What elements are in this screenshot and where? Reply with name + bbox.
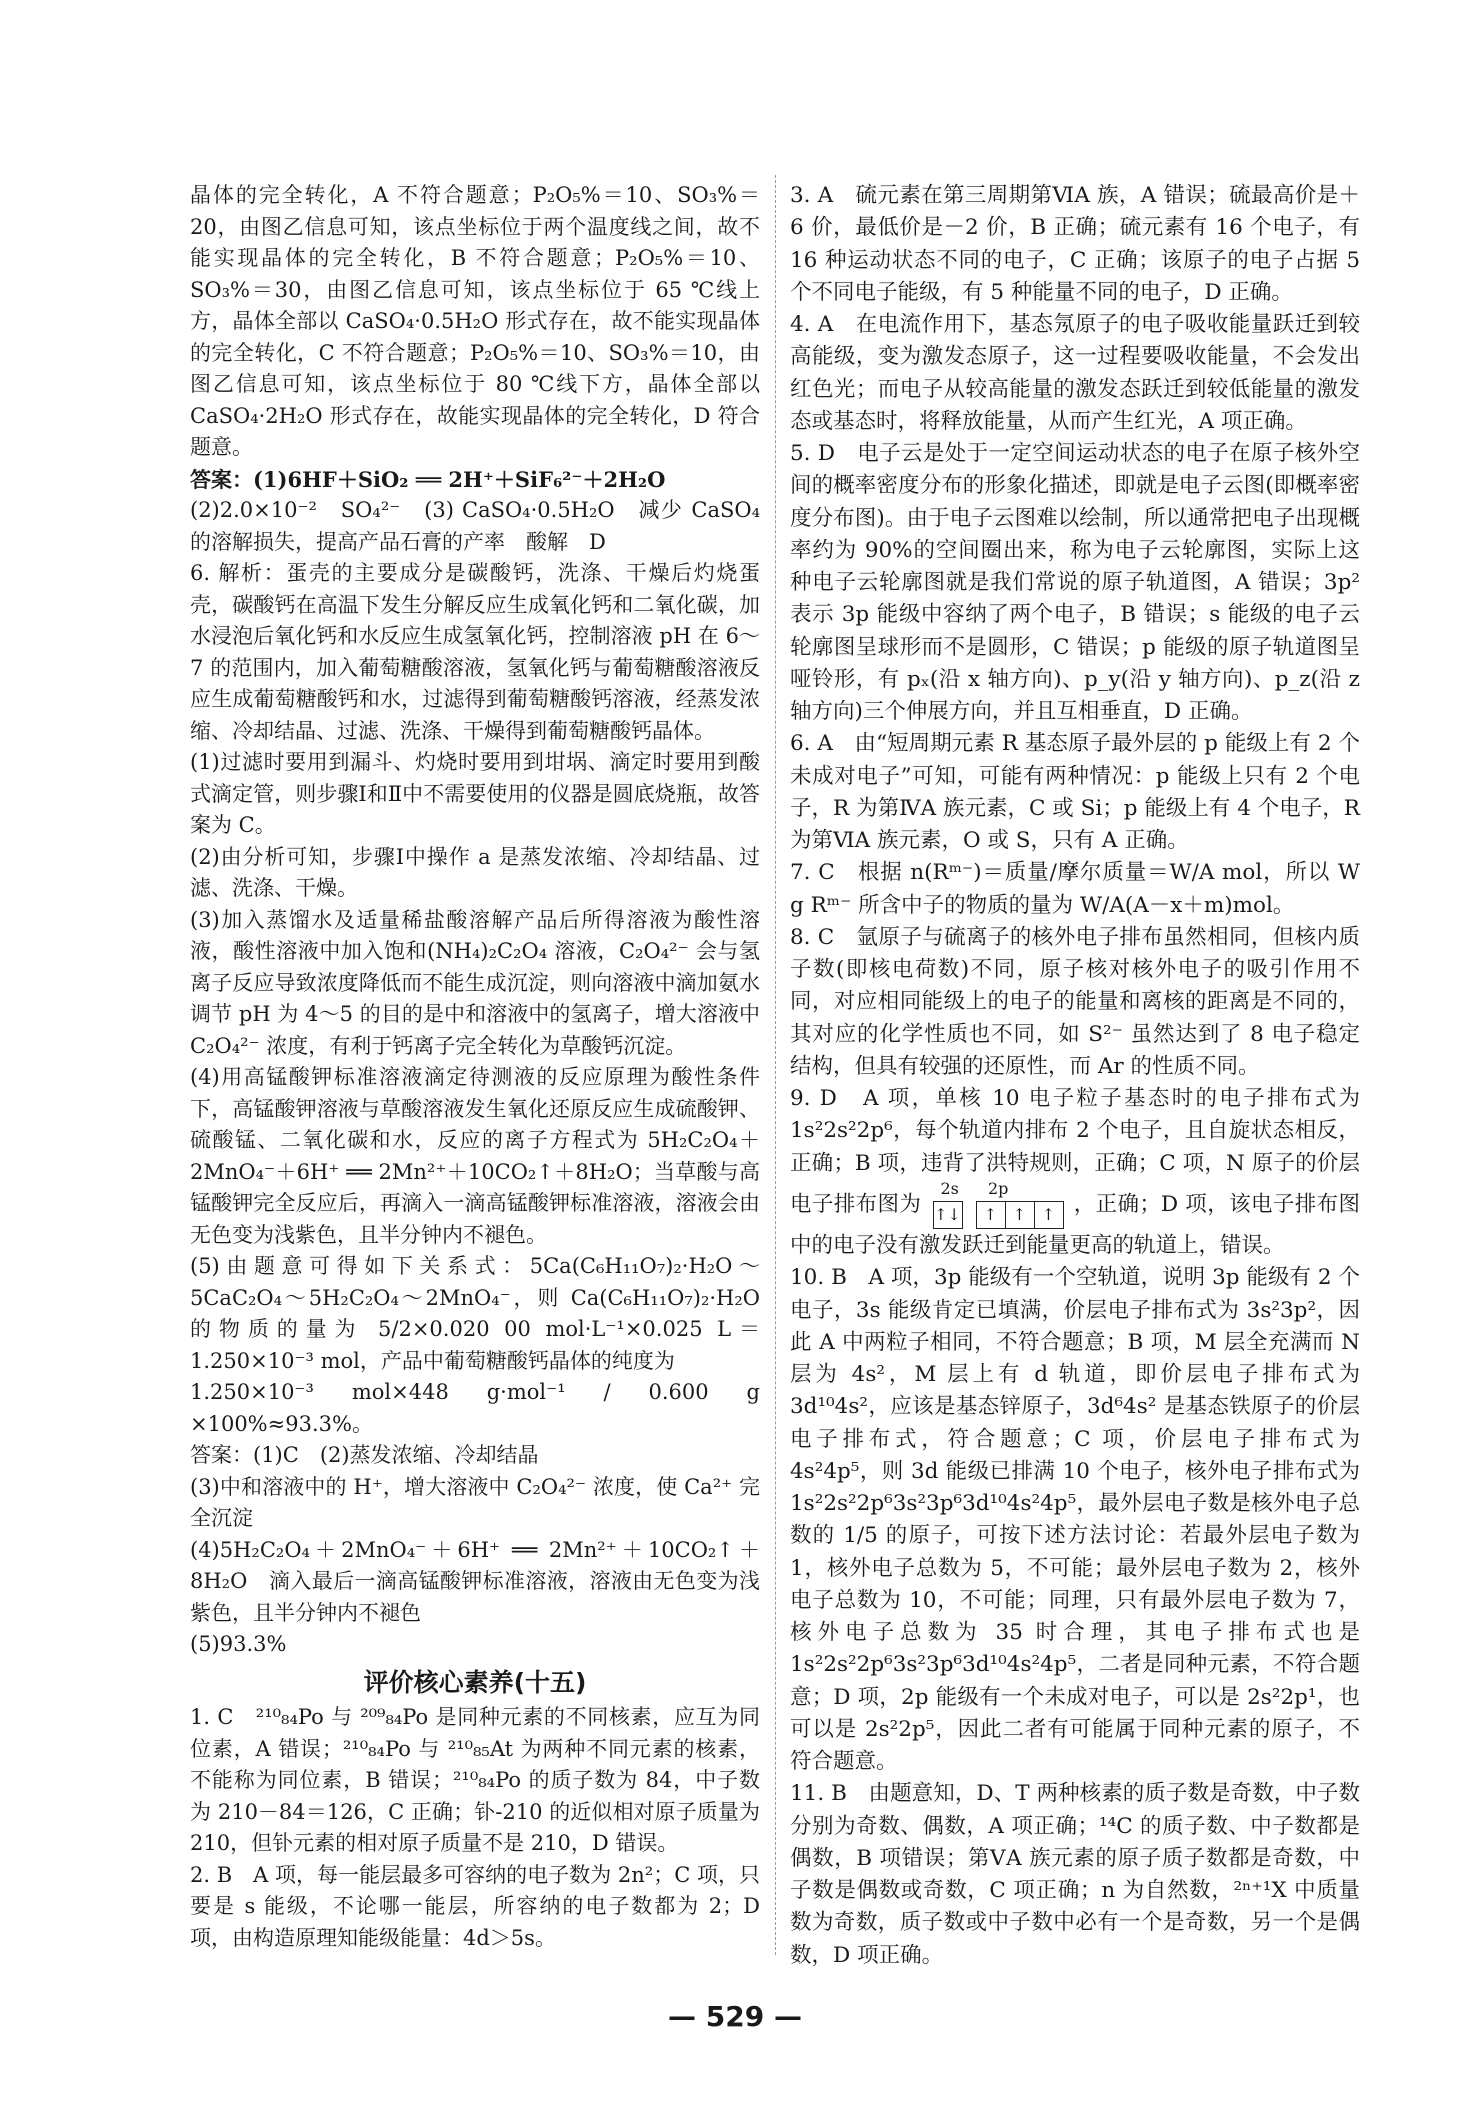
question-6: 6. A 由“短周期元素 R 基态原子最外层的 p 能级上有 2 个未成对电子”可知，可能有两种情况：p 能级上只有 2 个电子，R 为第ⅣA 族元素，C 或 Si；p 能级上有 4 个电子，R 为第ⅥA 族元素，O 或 S，只有 A 正确。	[790, 731, 1360, 853]
purity-formula: 1.250×10⁻³ mol×448 g·mol⁻¹ / 0.600 g ×100%≈93.3%。	[190, 1380, 760, 1436]
question-8: 8. C 氩原子与硫离子的核外电子排布虽然相同，但核内质子数(即核电荷数)不同，原子核对核外电子的吸引作用不同，对应相同能级上的电子的能量和离核的距离是不同的，其对应的化学性质也不同，如 S²⁻ 虽然达到了 8 电子稳定结构，但具有较强的还原性，而 Ar 的性质不同。	[790, 924, 1360, 1079]
question-10: 10. B A 项，3p 能级有一个空轨道，说明 3p 能级有 2 个电子，3s 能级肯定已填满，价层电子排布式为 3s²3p²，因此 A 中两粒子相同，不符合题意；B 项，M 层全充满而 N 层为 4s²，M 层上有 d 轨道，即价层电子排布式为 3d¹⁰4s²，应该是基态锌原子，3d⁶4s² 是基态铁原子的价层电子排布式，符合题意；C 项，价层电子排布式为 4s²4p⁵，则 3d 能级已排满 10 个电子，核外电子排布式为 1s²2s²2p⁶3s²3p⁶3d¹⁰4s²4p⁵，最外层电子数是核外电子总数的 1/5 的原子，可按下述方法讨论：若最外层电子数为 1，核外电子总数为 5，不可能；最外层电子数为 2，核外电子总数为 10，不可能；同理，只有最外层电子数为 7，核外电子总数为 35 时合理，其电子排布式也是 1s²2s²2p⁶3s²3p⁶3d¹⁰4s²4p⁵，二者是同种元素，不符合题意；D 项，2p 能级有一个未成对电子，可以是 2s²2p¹，也可以是 2s²2p⁵，因此二者有可能属于同种元素的原子，不符合题意。	[790, 1265, 1360, 1774]
orbital-box: ↑↓	[933, 1201, 963, 1229]
answer-line: (3)中和溶液中的 H⁺，增大溶液中 C₂O₄²⁻ 浓度，使 Ca²⁺ 完全沉淀	[190, 1474, 760, 1530]
answer-line: (2)2.0×10⁻² SO₄²⁻ (3) CaSO₄·0.5H₂O 减少 CaSO₄ 的溶解损失，提高产品石膏的产率 酸解 D	[190, 498, 760, 554]
right-column	[790, 180, 1360, 1972]
orbital-box: ↑	[976, 1201, 1006, 1229]
question-7: 7. C 根据 n(Rᵐ⁻)＝质量/摩尔质量＝W/A mol，所以 W g Rᵐ⁻ 所含中子的物质的量为 W/A(A－x＋m)mol。	[790, 860, 1360, 918]
answer-line: (4)5H₂C₂O₄＋2MnO₄⁻＋6H⁺ ══ 2Mn²⁺＋10CO₂↑＋8H₂O 滴入最后一滴高锰酸钾标准溶液，溶液由无色变为浅紫色，且半分钟内不褪色	[190, 1537, 760, 1625]
question-3: 3. A 硫元素在第三周期第ⅥA 族，A 错误；硫最高价是＋6 价，最低价是－2 价，B 正确；硫元素有 16 个电子，有 16 种运动状态不同的电子，C 正确；该原子的电子占据 5 个不同电子能级，有 5 种能量不同的电子，D 正确。	[790, 183, 1360, 305]
question-11: 11. B 由题意知，D、T 两种核素的质子数是奇数，中子数分别为奇数、偶数，A 项正确；¹⁴C 的质子数、中子数都是偶数，B 项错误；第ⅤA 族元素的原子质子数都是奇数，中子数是偶数或奇数，C 项正确；n 为自然数，²ⁿ⁺¹X 中质量数为奇数，质子数或中子数中必有一个是奇数，另一个是偶数，D 项正确。	[790, 1781, 1360, 1968]
question-9	[790, 1083, 1360, 1262]
question-1: 1. C ²¹⁰₈₄Po 与 ²⁰⁹₈₄Po 是同种元素的不同核素，应互为同位素，A 错误；²¹⁰₈₄Po 与 ²¹⁰₈₅At 为两种不同元素的核素，不能称为同位素，B 错误；²¹⁰₈₄Po 的质子数为 84，中子数为 210－84＝126，C 正确；钋-210 的近似相对原子质量为 210，但钋元素的相对原子质量不是 210，D 错误。	[190, 1705, 760, 1855]
left-column	[190, 180, 760, 1954]
column-divider	[775, 175, 776, 1955]
page-number: — 529 —	[668, 2000, 802, 2033]
paragraph: (3)加入蒸馏水及适量稀盐酸溶解产品后所得溶液为酸性溶液，酸性溶液中加入饱和(NH₄)₂C₂O₄ 溶液，C₂O₄²⁻ 会与氢离子反应导致浓度降低而不能生成沉淀，则向溶液中滴加氨水调节 pH 为 4～5 的目的是中和溶液中的氢离子，增大溶液中 C₂O₄²⁻ 浓度，有利于钙离子完全转化为草酸钙沉淀。	[190, 907, 760, 1058]
question-5: 5. D 电子云是处于一定空间运动状态的电子在原子核外空间的概率密度分布的形象化描述，即就是电子云图(即概率密度分布图)。由于电子云图难以绘制，所以通常把电子出现概率约为 90%的空间圈出来，称为电子云轮廓图，实际上这种电子云轮廓图就是我们常说的原子轨道图，A 错误；3p² 表示 3p 能级中容纳了两个电子，B 错误；s 能级的电子云轮廓图呈球形而不是圆形，C 错误；p 能级的原子轨道图呈哑铃形，有 pₓ(沿 x 轴方向)、p_y(沿 y 轴方向)、p_z(沿 z 轴方向)三个伸展方向，并且互相垂直，D 正确。	[790, 441, 1360, 724]
section-title: 评价核心素养(十五)	[363, 1667, 587, 1697]
question-4: 4. A 在电流作用下，基态氖原子的电子吸收能量跃迁到较高能级，变为激发态原子，这一过程要吸收能量，不会发出红色光；而电子从较高能量的激发态跃迁到较低能量的激发态或基态时，将释放能量，从而产生红光，A 项正确。	[790, 312, 1360, 434]
answer-line: 答案：(1)6HF＋SiO₂ ══ 2H⁺＋SiF₆²⁻＋2H₂O	[190, 466, 666, 492]
orbital-diagram	[933, 1180, 1063, 1230]
paragraph: (1)过滤时要用到漏斗、灼烧时要用到坩埚、滴定时要用到酸式滴定管，则步骤Ⅰ和Ⅱ中不需要使用的仪器是圆底烧瓶，故答案为 C。	[190, 750, 760, 837]
question-6-analysis: 6. 解析：蛋壳的主要成分是碳酸钙，洗涤、干燥后灼烧蛋壳，碳酸钙在高温下发生分解反应生成氧化钙和二氧化碳，加水浸泡后氧化钙和水反应生成氢氧化钙，控制溶液 pH 在 6～7 的范围内，加入葡萄糖酸溶液，氢氧化钙与葡萄糖酸溶液反应生成葡萄糖酸钙和水，过滤得到葡萄糖酸钙溶液，经蒸发浓缩、冷却结晶、过滤、洗涤、干燥得到葡萄糖酸钙晶体。	[190, 561, 760, 743]
paragraph: (2)由分析可知，步骤Ⅰ中操作 a 是蒸发浓缩、冷却结晶、过滤、洗涤、干燥。	[190, 844, 760, 900]
question-2: 2. B A 项，每一能层最多可容纳的电子数为 2n²；C 项，只要是 s 能级，不论哪一能层，所容纳的电子数都为 2；D 项，由构造原理知能级能量：4d＞5s。	[190, 1862, 760, 1950]
answer-line: (5)93.3%	[190, 1632, 287, 1656]
paragraph: (5)由题意可得如下关系式：5Ca(C₆H₁₁O₇)₂·H₂O～5CaC₂O₄～5H₂C₂O₄～2MnO₄⁻，则 Ca(C₆H₁₁O₇)₂·H₂O 的物质的量为 5/2×0.020 00 mol·L⁻¹×0.025 L＝1.250×10⁻³ mol，产品中葡萄糖酸钙晶体的纯度为	[190, 1254, 760, 1373]
question-9-text-cont: ，正确；D 项，该电子排布图中的电子没有激发跃迁到能量更高的轨道上，错误。	[790, 1191, 1360, 1258]
paragraph: 晶体的完全转化，A 不符合题意；P₂O₅%＝10、SO₃%＝20，由图乙信息可知，该点坐标位于两个温度线之间，故不能实现晶体的完全转化，B 不符合题意；P₂O₅%＝10、SO₃%＝30，由图乙信息可知，该点坐标位于 65 ℃线上方，晶体全部以 CaSO₄·0.5H₂O 形式存在，故不能实现晶体的完全转化，C 不符合题意；P₂O₅%＝10、SO₃%＝10，由图乙信息可知，该点坐标位于 80 ℃线下方，晶体全部以 CaSO₄·2H₂O 形式存在，故能实现晶体的完全转化，D 符合题意。	[190, 183, 760, 459]
paragraph: (4)用高锰酸钾标准溶液滴定待测液的反应原理为酸性条件下，高锰酸钾溶液与草酸溶液发生氧化还原反应生成硫酸钾、硫酸锰、二氧化碳和水，反应的离子方程式为 5H₂C₂O₄＋2MnO₄⁻＋6H⁺ ══ 2Mn²⁺＋10CO₂↑＋8H₂O；当草酸与高锰酸钾完全反应后，再滴入一滴高锰酸钾标准溶液，溶液会由无色变为浅紫色，且半分钟内不褪色。	[190, 1065, 760, 1247]
orbital-box: ↑	[1034, 1201, 1064, 1229]
question-9-text: 9. D A 项，单核 10 电子粒子基态时的电子排布式为 1s²2s²2p⁶，每个轨道内排布 2 个电子，且自旋状态相反，正确；B 项，违背了洪特规则，正确；C 项，N 原子的价层电子排布图为	[790, 1086, 1360, 1217]
orbital-box: ↑	[1005, 1201, 1035, 1229]
orbital-labels: 2s 2p	[940, 1178, 1009, 1198]
answer-line: 答案：(1)C (2)蒸发浓缩、冷却结晶	[190, 1443, 539, 1467]
